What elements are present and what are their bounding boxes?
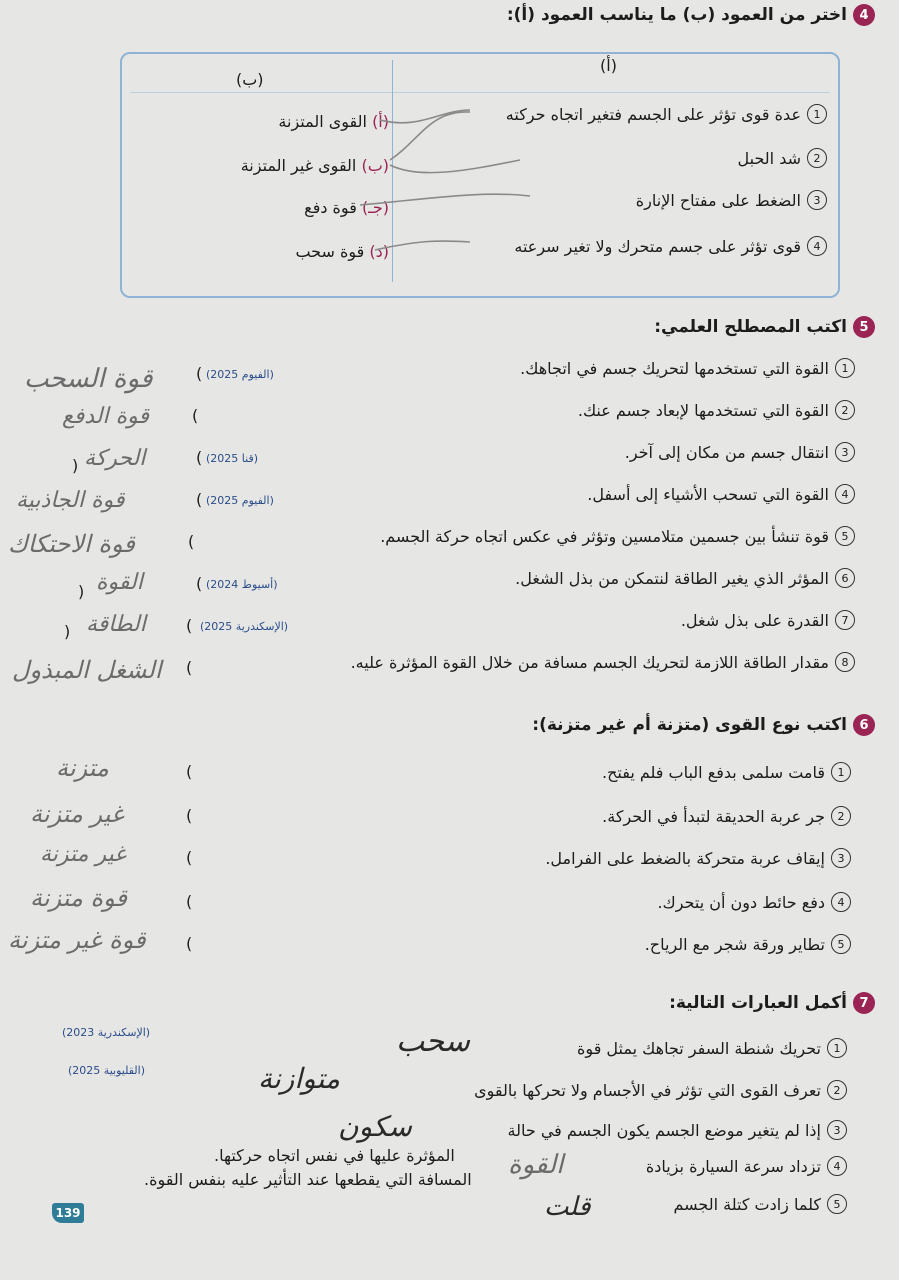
q5-item	[625, 442, 855, 462]
item-text: تزداد سرعة السيارة بزيادة	[645, 1156, 821, 1176]
col-b-text: القوى غير المتزنة	[240, 156, 357, 175]
item-text: المؤثرة عليها في نفس اتجاه حركتها.	[214, 1146, 455, 1165]
handwritten-answer: متوازنة	[258, 1062, 341, 1095]
handwritten-answer: قوة الجاذبية	[16, 488, 125, 513]
handwritten-answer: الطاقة	[86, 612, 146, 637]
source-tag: (قنا 2025)	[206, 452, 259, 465]
item-text: إذا لم يتغير موضع الجسم يكون الجسم في حالة	[507, 1120, 821, 1140]
item-number: 2	[827, 1080, 847, 1100]
col-a-header: (أ)	[600, 56, 617, 75]
item-number: 4	[807, 236, 827, 256]
item-number: 3	[827, 1120, 847, 1140]
item-text: تحريك شنطة السفر تجاهك يمثل قوة	[577, 1038, 821, 1058]
item-number: 1	[827, 1038, 847, 1058]
item-number: 3	[835, 442, 855, 462]
item-text: الضغط على مفتاح الإنارة	[635, 190, 801, 210]
q7-item-continuation	[214, 1146, 455, 1165]
item-text: إيقاف عربة متحركة بالضغط على الفرامل.	[545, 848, 825, 868]
handwritten-answer: غير متزنة	[40, 842, 126, 867]
col-b-text: قوة دفع	[304, 198, 357, 217]
answer-paren: (	[196, 490, 203, 509]
page-number-badge: 139	[52, 1203, 84, 1223]
item-text: القدرة على بذل شغل.	[680, 610, 829, 630]
q5-item	[681, 610, 855, 630]
handwritten-answer: قوة السحب	[24, 364, 153, 394]
q7-item	[577, 1038, 847, 1058]
item-text: جر عربة الحديقة لتبدأ في الحركة.	[602, 806, 825, 826]
item-text: تعرف القوى التي تؤثر في الأجسام ولا تحركها بالقوى	[474, 1080, 821, 1100]
q6-item	[602, 762, 851, 782]
q5-item	[515, 568, 855, 588]
item-text: تطاير ورقة شجر مع الرياح.	[644, 934, 825, 954]
answer-paren: )	[64, 622, 71, 641]
q5-item	[520, 358, 855, 378]
q5-item	[351, 652, 855, 672]
answer-paren: (	[192, 406, 199, 425]
q7-title: أكمل العبارات التالية:	[669, 993, 847, 1013]
item-text: دفع حائط دون أن يتحرك.	[657, 892, 825, 912]
q5-title: اكتب المصطلح العلمي:	[654, 317, 847, 337]
item-text: انتقال جسم من مكان إلى آخر.	[624, 442, 829, 462]
item-number: 3	[807, 190, 827, 210]
handwritten-answer: قلت	[544, 1192, 591, 1222]
item-number: 6	[835, 568, 855, 588]
q7-item	[673, 1194, 847, 1214]
handwritten-answer: قوة الدفع	[62, 404, 149, 429]
item-number: 2	[831, 806, 851, 826]
q6-item	[645, 934, 851, 954]
handwritten-answer: سكون	[338, 1110, 412, 1143]
answer-paren: (	[186, 848, 193, 867]
answer-paren: (	[186, 658, 193, 677]
q5-item	[587, 484, 855, 504]
q6-header	[532, 714, 875, 736]
answer-paren: (	[196, 364, 203, 383]
item-text: عدة قوى تؤثر على الجسم فتغير اتجاه حركته	[505, 104, 801, 124]
handwritten-answer: الحركة	[84, 446, 146, 471]
handwritten-answer: الشغل المبذول	[12, 656, 162, 684]
q7-item	[474, 1080, 847, 1100]
col-b-text: قوة سحب	[295, 242, 365, 261]
q5-item	[578, 400, 855, 420]
q7-item	[646, 1156, 847, 1176]
item-number: 4	[835, 484, 855, 504]
item-number: 5	[827, 1194, 847, 1214]
q6-title: اكتب نوع القوى (متزنة أم غير متزنة):	[532, 715, 847, 735]
q7-number-badge: 7	[853, 992, 875, 1014]
handwritten-answer: غير متزنة	[30, 800, 124, 828]
answer-paren: (	[188, 532, 195, 551]
item-text: القوة التي تستخدمها لإبعاد جسم عنك.	[577, 400, 829, 420]
col-b-letter: (ب)	[361, 156, 389, 175]
item-text: المؤثر الذي يغير الطاقة لنتمكن من بذل الشغل.	[515, 568, 829, 588]
item-text: قامت سلمى بدفع الباب فلم يفتح.	[601, 762, 825, 782]
answer-paren: (	[186, 934, 193, 953]
source-tag: (الفيوم 2025)	[206, 368, 274, 381]
item-number: 5	[831, 934, 851, 954]
q7-header	[669, 992, 875, 1014]
item-text: القوة التي تستخدمها لتحريك جسم في اتجاهك.	[520, 358, 829, 378]
item-number: 4	[831, 892, 851, 912]
source-tag: (الفيوم 2025)	[206, 494, 274, 507]
answer-paren: (	[186, 762, 193, 781]
q6-item	[602, 806, 851, 826]
item-number: 1	[835, 358, 855, 378]
answer-paren: )	[78, 582, 85, 601]
q4-number-badge: 4	[853, 4, 875, 26]
item-text: قوى تؤثر على جسم متحرك ولا تغير سرعته	[514, 236, 801, 256]
handwritten-answer: متزنة	[56, 754, 109, 782]
q6-number-badge: 6	[853, 714, 875, 736]
source-tag: (أسيوط 2024)	[206, 578, 278, 591]
item-number: 2	[807, 148, 827, 168]
col-b-header: (ب)	[236, 70, 264, 89]
handwritten-answer: القوة	[96, 570, 143, 595]
item-number: 2	[835, 400, 855, 420]
q5-number-badge: 5	[853, 316, 875, 338]
q6-item	[657, 892, 851, 912]
answer-paren: )	[72, 456, 79, 475]
q4-title: اختر من العمود (ب) ما يناسب العمود (أ):	[506, 5, 847, 25]
col-b-text: القوى المتزنة	[278, 112, 367, 131]
item-number: 4	[827, 1156, 847, 1176]
col-b-letter: (د)	[369, 242, 389, 261]
col-b-letter: (جـ)	[361, 198, 389, 217]
answer-paren: (	[196, 574, 203, 593]
item-number: 3	[831, 848, 851, 868]
handwritten-answer: القوة	[508, 1150, 564, 1180]
item-number: 8	[835, 652, 855, 672]
item-number: 5	[835, 526, 855, 546]
item-text: شد الحبل	[737, 148, 801, 168]
item-number: 1	[807, 104, 827, 124]
source-tag: (الإسكندرية 2023)	[62, 1026, 151, 1039]
col-b-letter: (أ)	[372, 112, 389, 131]
q5-header	[654, 316, 875, 338]
answer-paren: (	[186, 806, 193, 825]
handwritten-answer: سحب	[396, 1024, 470, 1059]
q7-item-continuation	[144, 1170, 472, 1189]
handwritten-answer: قوة متزنة	[30, 884, 127, 912]
source-tag: (الإسكندرية 2025)	[200, 620, 289, 633]
answer-paren: (	[196, 448, 203, 467]
item-text: المسافة التي يقطعها عند التأثير عليه بنفس القوة.	[144, 1170, 472, 1189]
item-number: 1	[831, 762, 851, 782]
item-text: مقدار الطاقة اللازمة لتحريك الجسم مسافة من خلال القوة المؤثرة عليه.	[350, 652, 829, 672]
answer-paren: (	[186, 892, 193, 911]
handwritten-answer: قوة غير متزنة	[8, 926, 146, 954]
q5-item	[380, 526, 855, 546]
answer-paren: (	[186, 616, 193, 635]
item-text: القوة التي تسحب الأشياء إلى أسفل.	[587, 484, 829, 504]
item-text: كلما زادت كتلة الجسم	[673, 1194, 821, 1214]
handwritten-answer: قوة الاحتكاك	[8, 530, 135, 558]
source-tag: (القليوبية 2025)	[68, 1064, 145, 1077]
item-number: 7	[835, 610, 855, 630]
item-text: قوة تنشأ بين جسمين متلامسين وتؤثر في عكس اتجاه حركة الجسم.	[380, 526, 829, 546]
q6-item	[545, 848, 851, 868]
q7-item	[508, 1120, 847, 1140]
